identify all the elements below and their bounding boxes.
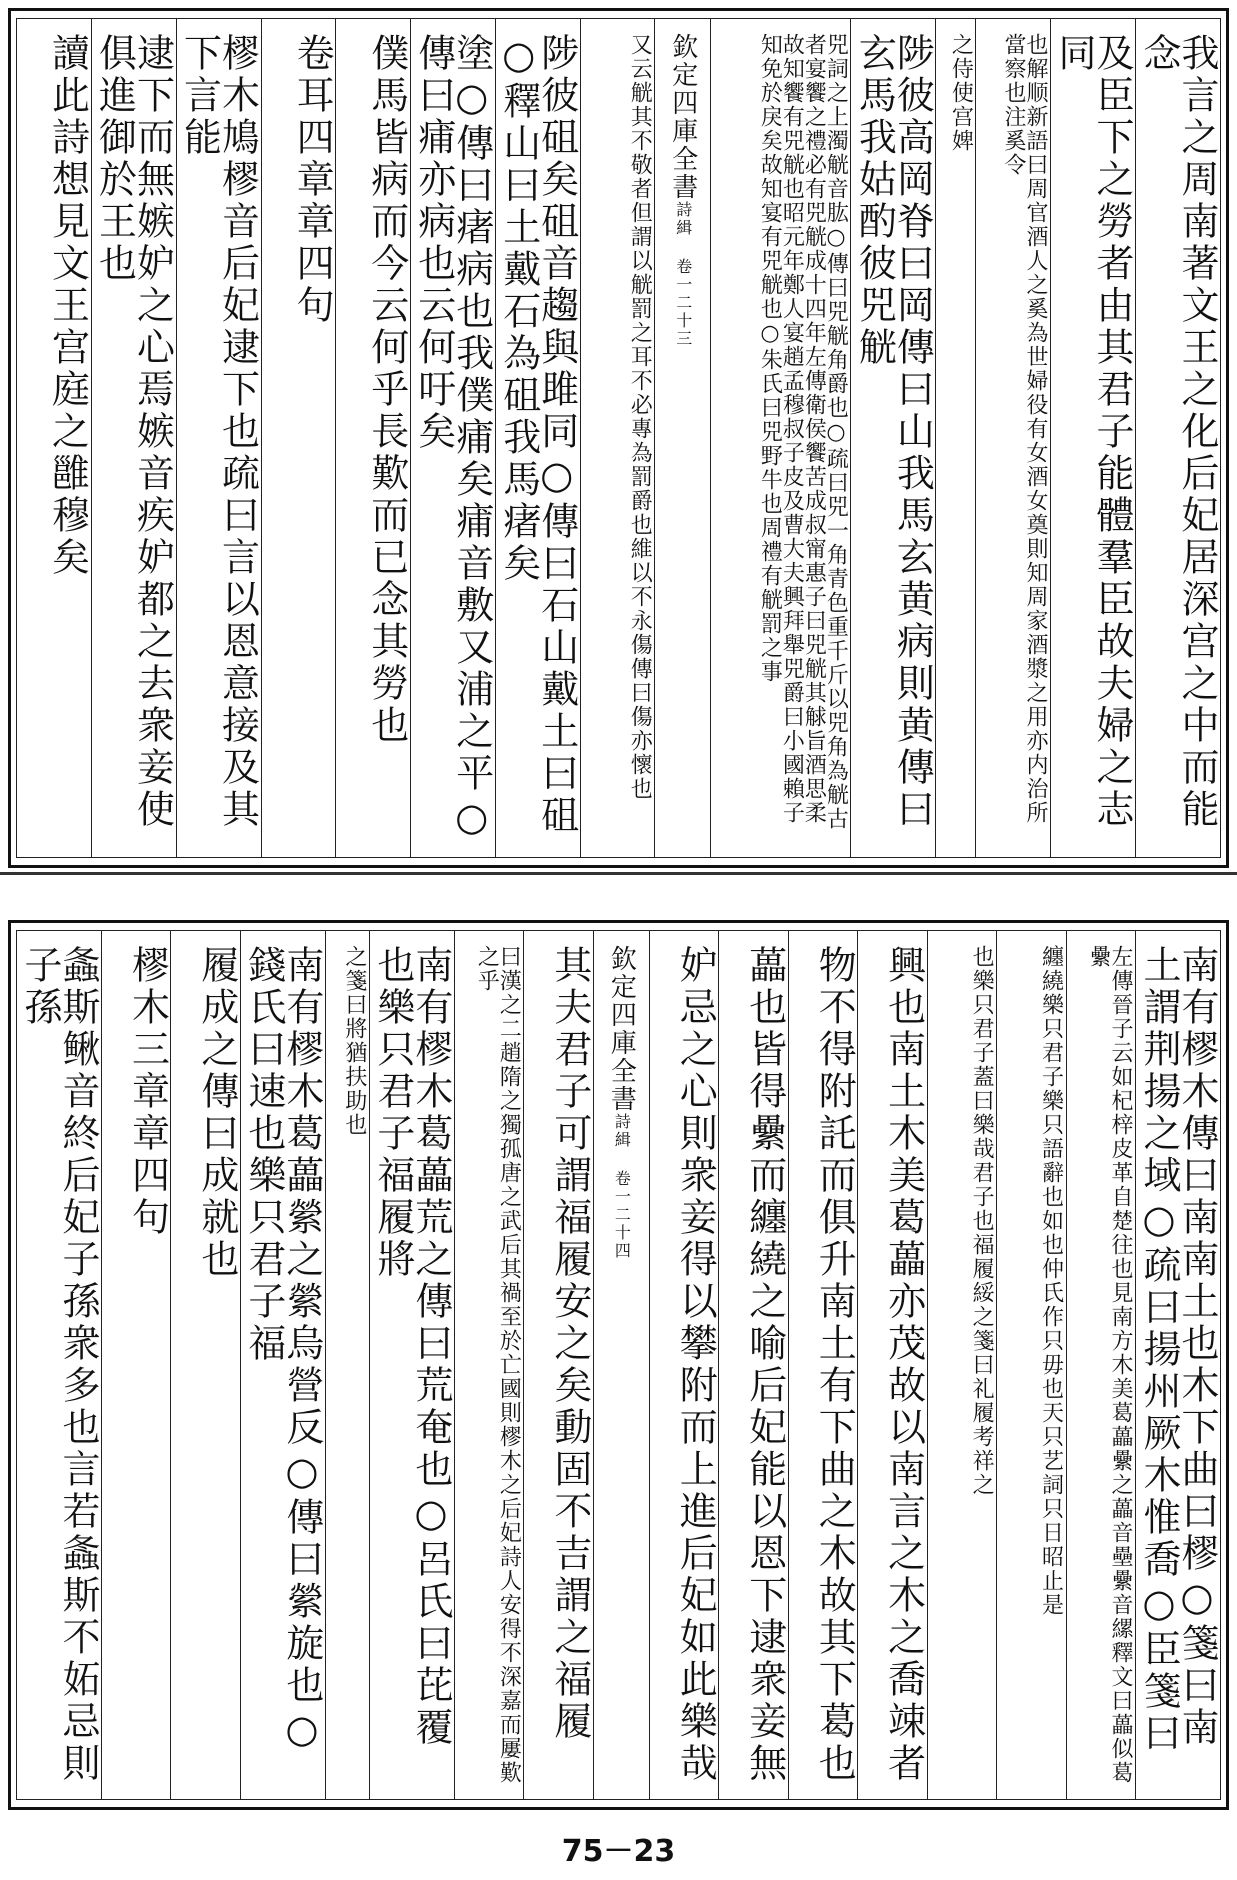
center-heading-page: 二十三: [673, 294, 693, 348]
text-column: 陟彼高岡脊曰岡傳曰山我馬玄黄病則黄傳曰玄馬我姑酌彼兕觥: [850, 19, 935, 857]
commentary-column: 兕詞之上濁觥音肱○傳曰兕觥角爵也○疏曰兕一角青色重千斤以兕角為觥古者宴饗之禮必有兕觥成十四年左傳衛侯饗苦成叔甯惠子曰兕觥其觩旨酒思柔故知饗有兕觥也昭元年鄭人宴趙孟穆叔子皮及曹大夫興拜舉兕爵曰小國賴子知免於戾矣故知宴有兕觥也○朱氏曰兕野牛也周禮有觥罰之事: [710, 19, 850, 857]
text-column: 興也南土木美葛藟亦茂故以南言之木之喬竦者: [857, 931, 926, 1799]
text-column: 藟也皆得纍而纏繞之喻后妃能以恩下逮衆妾無: [718, 931, 787, 1799]
center-heading-volume: 詩緝 卷一: [612, 1113, 632, 1206]
page-separator: [0, 872, 1237, 875]
text-column: 逮下而無嫉妒之心焉嫉音疾妒都之去衆妾使俱進御於王也: [91, 19, 176, 857]
center-heading: [654, 19, 710, 857]
center-heading: [593, 931, 649, 1799]
chapter-note: 卷耳四章章四句: [261, 19, 336, 857]
text-column: 履成之傳曰成就也: [170, 931, 239, 1799]
commentary-column: 又云觥其不敬者但謂以觥罰之耳不必專為罰爵也維以不永傷傳曰傷亦懷也: [580, 19, 655, 857]
center-heading-page: 二十四: [612, 1206, 632, 1260]
text-column: 僕馬皆病而今云何乎長歎而已念其勞也: [335, 19, 410, 857]
commentary-column: 也解顺新語曰周官酒人之奚為世婦役有女酒女奠則知周家酒漿之用亦内治所當察也注奚令: [975, 19, 1050, 857]
page-number-footer: 75－23: [561, 1834, 676, 1869]
bottom-page-columns: [16, 930, 1221, 1800]
center-heading-label: 欽定四庫全書: [606, 945, 637, 1113]
center-heading-label: 欽定四庫全書: [667, 33, 698, 201]
bottom-page: [8, 920, 1229, 1810]
commentary-column: 之侍使宫婢: [935, 19, 975, 857]
text-column: 樛木鳩樛音后妃逮下也疏曰言以恩意接及其下言能: [176, 19, 261, 857]
text-column: 其夫君子可謂福履安之矣動固不吉謂之福履: [523, 931, 592, 1799]
commentary-column: 曰漢之二趙隋之獨孤唐之武后其禍至於亡國則樛木之后妃詩人安得不深嘉而屢歎之乎: [454, 931, 523, 1799]
text-column: 及臣下之勞者由其君子能體羣臣故夫婦之志同: [1050, 19, 1135, 857]
commentary-column: 之箋曰將猶扶助也: [325, 931, 369, 1799]
text-column: 南有樛木葛藟荒之傳曰荒奄也○呂氏曰芘覆也樂只君子福履將: [369, 931, 454, 1799]
commentary-column: 左傳晉子云如杞梓皮革自楚往也見南方木美葛藟纍之藟音壘纍音縲釋文曰藟似葛纍: [1066, 931, 1135, 1799]
text-column: 物不得附託而俱升南土有下曲之木故其下葛也: [788, 931, 857, 1799]
top-page: [8, 8, 1229, 868]
text-column: 南有樛木葛藟縈之縈烏營反○傳曰縈旋也○錢氏曰速也樂只君子福: [240, 931, 325, 1799]
top-page-columns: [16, 18, 1221, 858]
commentary-column: 纏繞樂只君子樂只語辭也如也仲氏作只毋也天只艺詞只日昭止是: [996, 931, 1065, 1799]
center-heading-volume: 詩緝 卷一: [673, 201, 693, 294]
text-column: 塗○傳曰瘏病也我僕痡矣痡音敷又浦之平○傳曰痡亦病也云何吁矣: [410, 19, 495, 857]
text-column: 讀此詩想見文王宫庭之雝穆矣: [45, 33, 90, 579]
commentary-column: 也樂只君子蓋曰樂哉君子也福履綏之箋曰礼履考祥之: [927, 931, 996, 1799]
text-column: 南有樛木傳曰南南土也木下曲曰樛○箋曰南土謂荆揚之域○疏曰揚州厥木惟喬○臣箋曰: [1135, 931, 1220, 1799]
text-column: 陟彼砠矣砠音趨與雎同○傳曰石山戴土曰砠○釋山曰土戴石為砠我馬瘏矣: [495, 19, 580, 857]
text-column: 螽斯鳅音終后妃子孫衆多也言若螽斯不妬忌則子孫: [18, 945, 101, 1785]
chapter-note: 樛木三章章四句: [101, 931, 170, 1799]
text-column: 我言之周南著文王之化后妃居深宫之中而能念: [1135, 19, 1220, 857]
text-column: 妒忌之心則衆妾得以攀附而上進后妃如此樂哉: [649, 931, 718, 1799]
